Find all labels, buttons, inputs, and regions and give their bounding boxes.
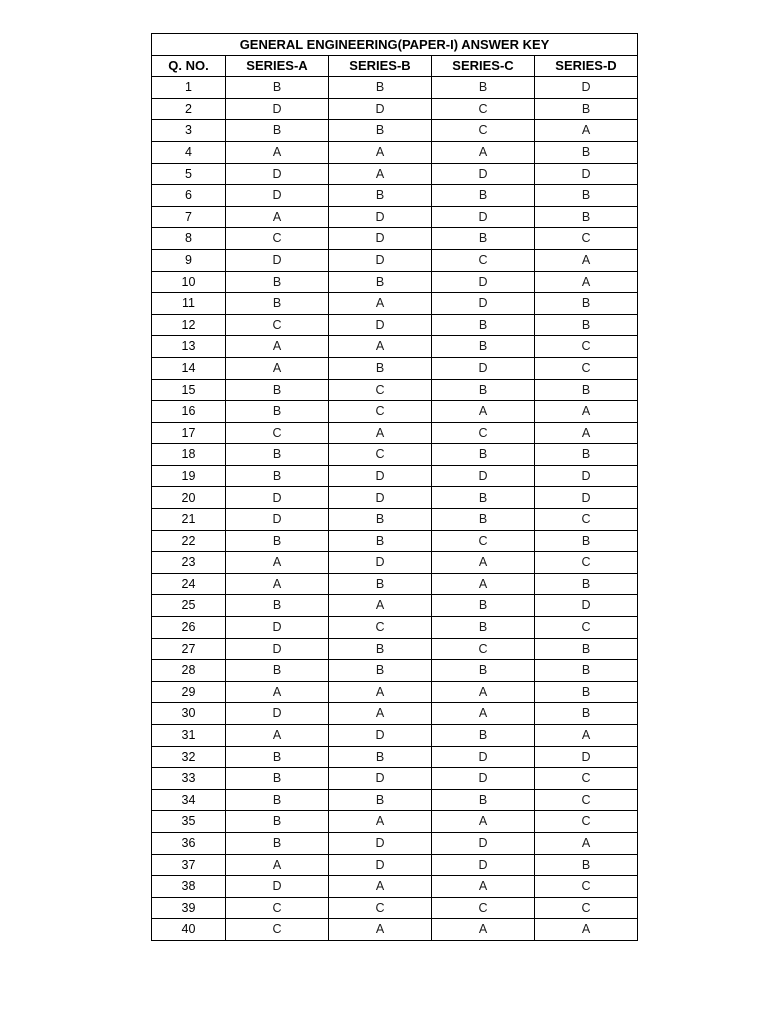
series-a-answer-cell: D: [226, 509, 329, 531]
series-b-answer-cell: D: [329, 854, 432, 876]
series-a-answer-cell: A: [226, 854, 329, 876]
table-row: [152, 681, 638, 703]
series-a-answer-cell: B: [226, 789, 329, 811]
title-row: [152, 34, 638, 56]
series-b-answer-cell: A: [329, 595, 432, 617]
table-row: [152, 703, 638, 725]
question-number-cell: 24: [152, 573, 226, 595]
series-a-answer-cell: C: [226, 228, 329, 250]
series-d-answer-cell: A: [535, 401, 638, 423]
series-b-answer-cell: B: [329, 660, 432, 682]
question-number-cell: 31: [152, 725, 226, 747]
series-c-answer-cell: D: [432, 832, 535, 854]
series-c-answer-cell: D: [432, 768, 535, 790]
series-c-answer-cell: A: [432, 876, 535, 898]
series-d-answer-cell: C: [535, 336, 638, 358]
series-b-answer-cell: A: [329, 919, 432, 941]
series-d-answer-cell: C: [535, 811, 638, 833]
series-c-answer-cell: D: [432, 357, 535, 379]
question-number-cell: 27: [152, 638, 226, 660]
series-a-answer-cell: B: [226, 401, 329, 423]
answer-key-table: [151, 33, 638, 941]
column-header-series-b: SERIES-B: [329, 55, 432, 77]
series-b-answer-cell: D: [329, 98, 432, 120]
series-a-answer-cell: A: [226, 357, 329, 379]
table-row: [152, 552, 638, 574]
table-row: [152, 185, 638, 207]
table-row: [152, 465, 638, 487]
series-b-answer-cell: D: [329, 552, 432, 574]
series-b-answer-cell: B: [329, 271, 432, 293]
series-c-answer-cell: B: [432, 595, 535, 617]
series-a-answer-cell: B: [226, 660, 329, 682]
series-a-answer-cell: B: [226, 768, 329, 790]
series-a-answer-cell: B: [226, 746, 329, 768]
series-b-answer-cell: A: [329, 336, 432, 358]
series-d-answer-cell: D: [535, 77, 638, 99]
series-d-answer-cell: B: [535, 854, 638, 876]
question-number-cell: 37: [152, 854, 226, 876]
series-b-answer-cell: D: [329, 487, 432, 509]
table-row: [152, 897, 638, 919]
question-number-cell: 18: [152, 444, 226, 466]
series-c-answer-cell: B: [432, 660, 535, 682]
series-a-answer-cell: C: [226, 314, 329, 336]
series-d-answer-cell: C: [535, 509, 638, 531]
series-c-answer-cell: B: [432, 617, 535, 639]
series-a-answer-cell: C: [226, 897, 329, 919]
series-d-answer-cell: C: [535, 357, 638, 379]
question-number-cell: 26: [152, 617, 226, 639]
series-d-answer-cell: B: [535, 638, 638, 660]
series-d-answer-cell: B: [535, 530, 638, 552]
question-number-cell: 15: [152, 379, 226, 401]
question-number-cell: 34: [152, 789, 226, 811]
question-number-cell: 13: [152, 336, 226, 358]
series-c-answer-cell: B: [432, 509, 535, 531]
question-number-cell: 36: [152, 832, 226, 854]
series-d-answer-cell: B: [535, 681, 638, 703]
table-row: [152, 77, 638, 99]
series-b-answer-cell: C: [329, 401, 432, 423]
series-b-answer-cell: C: [329, 379, 432, 401]
table-row: [152, 228, 638, 250]
table-row: [152, 401, 638, 423]
table-row: [152, 832, 638, 854]
series-b-answer-cell: A: [329, 293, 432, 315]
series-b-answer-cell: D: [329, 249, 432, 271]
header-row: [152, 55, 638, 77]
table-row: [152, 422, 638, 444]
table-row: [152, 768, 638, 790]
question-number-cell: 14: [152, 357, 226, 379]
series-d-answer-cell: A: [535, 725, 638, 747]
series-c-answer-cell: C: [432, 249, 535, 271]
series-c-answer-cell: B: [432, 725, 535, 747]
series-b-answer-cell: D: [329, 768, 432, 790]
series-d-answer-cell: B: [535, 293, 638, 315]
table-row: [152, 746, 638, 768]
series-c-answer-cell: A: [432, 552, 535, 574]
series-d-answer-cell: A: [535, 120, 638, 142]
series-c-answer-cell: C: [432, 530, 535, 552]
series-b-answer-cell: D: [329, 725, 432, 747]
series-c-answer-cell: B: [432, 379, 535, 401]
series-c-answer-cell: A: [432, 811, 535, 833]
series-d-answer-cell: C: [535, 876, 638, 898]
series-b-answer-cell: D: [329, 465, 432, 487]
series-c-answer-cell: A: [432, 401, 535, 423]
series-b-answer-cell: A: [329, 681, 432, 703]
column-header-question-number: Q. NO.: [152, 55, 226, 77]
series-b-answer-cell: D: [329, 314, 432, 336]
table-row: [152, 98, 638, 120]
table-row: [152, 357, 638, 379]
question-number-cell: 23: [152, 552, 226, 574]
series-c-answer-cell: D: [432, 206, 535, 228]
series-a-answer-cell: D: [226, 163, 329, 185]
column-header-series-d: SERIES-D: [535, 55, 638, 77]
series-b-answer-cell: A: [329, 876, 432, 898]
series-c-answer-cell: A: [432, 681, 535, 703]
series-a-answer-cell: A: [226, 141, 329, 163]
series-c-answer-cell: A: [432, 573, 535, 595]
series-b-answer-cell: A: [329, 703, 432, 725]
series-d-answer-cell: C: [535, 789, 638, 811]
answer-rows: [152, 77, 638, 941]
series-b-answer-cell: B: [329, 185, 432, 207]
question-number-cell: 8: [152, 228, 226, 250]
series-a-answer-cell: B: [226, 379, 329, 401]
series-c-answer-cell: B: [432, 77, 535, 99]
table-row: [152, 206, 638, 228]
question-number-cell: 29: [152, 681, 226, 703]
series-d-answer-cell: B: [535, 141, 638, 163]
series-a-answer-cell: B: [226, 811, 329, 833]
series-c-answer-cell: B: [432, 789, 535, 811]
series-b-answer-cell: B: [329, 789, 432, 811]
table-row: [152, 314, 638, 336]
question-number-cell: 35: [152, 811, 226, 833]
table-row: [152, 595, 638, 617]
series-a-answer-cell: B: [226, 271, 329, 293]
table-row: [152, 919, 638, 941]
table-row: [152, 530, 638, 552]
series-d-answer-cell: D: [535, 465, 638, 487]
table-row: [152, 854, 638, 876]
series-a-answer-cell: B: [226, 595, 329, 617]
column-header-series-a: SERIES-A: [226, 55, 329, 77]
table-row: [152, 725, 638, 747]
series-a-answer-cell: A: [226, 681, 329, 703]
question-number-cell: 5: [152, 163, 226, 185]
series-d-answer-cell: B: [535, 444, 638, 466]
series-a-answer-cell: B: [226, 832, 329, 854]
series-c-answer-cell: C: [432, 638, 535, 660]
series-d-answer-cell: C: [535, 228, 638, 250]
series-a-answer-cell: A: [226, 552, 329, 574]
series-c-answer-cell: B: [432, 185, 535, 207]
question-number-cell: 38: [152, 876, 226, 898]
series-b-answer-cell: C: [329, 897, 432, 919]
series-d-answer-cell: D: [535, 746, 638, 768]
series-b-answer-cell: C: [329, 444, 432, 466]
question-number-cell: 6: [152, 185, 226, 207]
question-number-cell: 21: [152, 509, 226, 531]
series-a-answer-cell: D: [226, 617, 329, 639]
table-row: [152, 617, 638, 639]
series-a-answer-cell: B: [226, 120, 329, 142]
series-c-answer-cell: D: [432, 465, 535, 487]
series-d-answer-cell: C: [535, 617, 638, 639]
question-number-cell: 9: [152, 249, 226, 271]
question-number-cell: 16: [152, 401, 226, 423]
series-c-answer-cell: C: [432, 120, 535, 142]
series-d-answer-cell: A: [535, 919, 638, 941]
series-d-answer-cell: A: [535, 271, 638, 293]
series-d-answer-cell: B: [535, 703, 638, 725]
series-d-answer-cell: A: [535, 422, 638, 444]
series-d-answer-cell: B: [535, 660, 638, 682]
series-a-answer-cell: B: [226, 77, 329, 99]
series-a-answer-cell: B: [226, 465, 329, 487]
series-a-answer-cell: D: [226, 703, 329, 725]
question-number-cell: 17: [152, 422, 226, 444]
series-b-answer-cell: B: [329, 77, 432, 99]
series-a-answer-cell: D: [226, 487, 329, 509]
series-d-answer-cell: B: [535, 206, 638, 228]
question-number-cell: 33: [152, 768, 226, 790]
series-d-answer-cell: A: [535, 832, 638, 854]
series-c-answer-cell: A: [432, 703, 535, 725]
question-number-cell: 7: [152, 206, 226, 228]
question-number-cell: 22: [152, 530, 226, 552]
series-c-answer-cell: C: [432, 897, 535, 919]
series-b-answer-cell: A: [329, 422, 432, 444]
series-c-answer-cell: C: [432, 422, 535, 444]
table-row: [152, 811, 638, 833]
table-row: [152, 141, 638, 163]
series-a-answer-cell: C: [226, 919, 329, 941]
series-d-answer-cell: C: [535, 768, 638, 790]
series-c-answer-cell: D: [432, 271, 535, 293]
question-number-cell: 40: [152, 919, 226, 941]
series-c-answer-cell: D: [432, 746, 535, 768]
series-d-answer-cell: B: [535, 185, 638, 207]
series-a-answer-cell: A: [226, 206, 329, 228]
question-number-cell: 19: [152, 465, 226, 487]
question-number-cell: 10: [152, 271, 226, 293]
series-b-answer-cell: D: [329, 832, 432, 854]
question-number-cell: 20: [152, 487, 226, 509]
series-a-answer-cell: B: [226, 293, 329, 315]
series-b-answer-cell: A: [329, 811, 432, 833]
series-a-answer-cell: A: [226, 336, 329, 358]
question-number-cell: 30: [152, 703, 226, 725]
table-row: [152, 444, 638, 466]
series-b-answer-cell: B: [329, 530, 432, 552]
series-b-answer-cell: C: [329, 617, 432, 639]
series-a-answer-cell: D: [226, 249, 329, 271]
table-row: [152, 336, 638, 358]
series-b-answer-cell: B: [329, 746, 432, 768]
series-c-answer-cell: B: [432, 444, 535, 466]
series-d-answer-cell: A: [535, 249, 638, 271]
series-b-answer-cell: B: [329, 357, 432, 379]
table-row: [152, 638, 638, 660]
series-b-answer-cell: D: [329, 206, 432, 228]
series-b-answer-cell: A: [329, 141, 432, 163]
question-number-cell: 28: [152, 660, 226, 682]
question-number-cell: 2: [152, 98, 226, 120]
series-b-answer-cell: B: [329, 120, 432, 142]
series-b-answer-cell: B: [329, 573, 432, 595]
question-number-cell: 32: [152, 746, 226, 768]
series-c-answer-cell: B: [432, 336, 535, 358]
series-d-answer-cell: D: [535, 163, 638, 185]
series-b-answer-cell: D: [329, 228, 432, 250]
question-number-cell: 1: [152, 77, 226, 99]
series-a-answer-cell: C: [226, 422, 329, 444]
question-number-cell: 4: [152, 141, 226, 163]
series-b-answer-cell: B: [329, 638, 432, 660]
series-a-answer-cell: D: [226, 185, 329, 207]
series-a-answer-cell: D: [226, 98, 329, 120]
series-c-answer-cell: B: [432, 487, 535, 509]
table-row: [152, 789, 638, 811]
table-row: [152, 573, 638, 595]
table-title: GENERAL ENGINEERING(PAPER-I) ANSWER KEY: [152, 34, 638, 56]
series-d-answer-cell: B: [535, 98, 638, 120]
series-b-answer-cell: A: [329, 163, 432, 185]
series-c-answer-cell: B: [432, 228, 535, 250]
question-number-cell: 11: [152, 293, 226, 315]
table-row: [152, 163, 638, 185]
table-row: [152, 487, 638, 509]
series-a-answer-cell: A: [226, 725, 329, 747]
question-number-cell: 3: [152, 120, 226, 142]
series-b-answer-cell: B: [329, 509, 432, 531]
series-c-answer-cell: A: [432, 141, 535, 163]
series-d-answer-cell: D: [535, 487, 638, 509]
series-d-answer-cell: B: [535, 573, 638, 595]
series-d-answer-cell: B: [535, 314, 638, 336]
series-d-answer-cell: C: [535, 897, 638, 919]
series-d-answer-cell: B: [535, 379, 638, 401]
series-c-answer-cell: D: [432, 293, 535, 315]
series-a-answer-cell: D: [226, 638, 329, 660]
series-d-answer-cell: C: [535, 552, 638, 574]
column-header-series-c: SERIES-C: [432, 55, 535, 77]
question-number-cell: 39: [152, 897, 226, 919]
series-c-answer-cell: B: [432, 314, 535, 336]
series-a-answer-cell: B: [226, 444, 329, 466]
table-row: [152, 509, 638, 531]
question-number-cell: 12: [152, 314, 226, 336]
series-c-answer-cell: C: [432, 98, 535, 120]
table-row: [152, 293, 638, 315]
series-a-answer-cell: B: [226, 530, 329, 552]
table-row: [152, 876, 638, 898]
table-row: [152, 379, 638, 401]
table-row: [152, 120, 638, 142]
series-c-answer-cell: D: [432, 854, 535, 876]
table-row: [152, 271, 638, 293]
question-number-cell: 25: [152, 595, 226, 617]
table-row: [152, 660, 638, 682]
series-a-answer-cell: D: [226, 876, 329, 898]
series-d-answer-cell: D: [535, 595, 638, 617]
series-c-answer-cell: A: [432, 919, 535, 941]
series-c-answer-cell: D: [432, 163, 535, 185]
series-a-answer-cell: A: [226, 573, 329, 595]
table-row: [152, 249, 638, 271]
